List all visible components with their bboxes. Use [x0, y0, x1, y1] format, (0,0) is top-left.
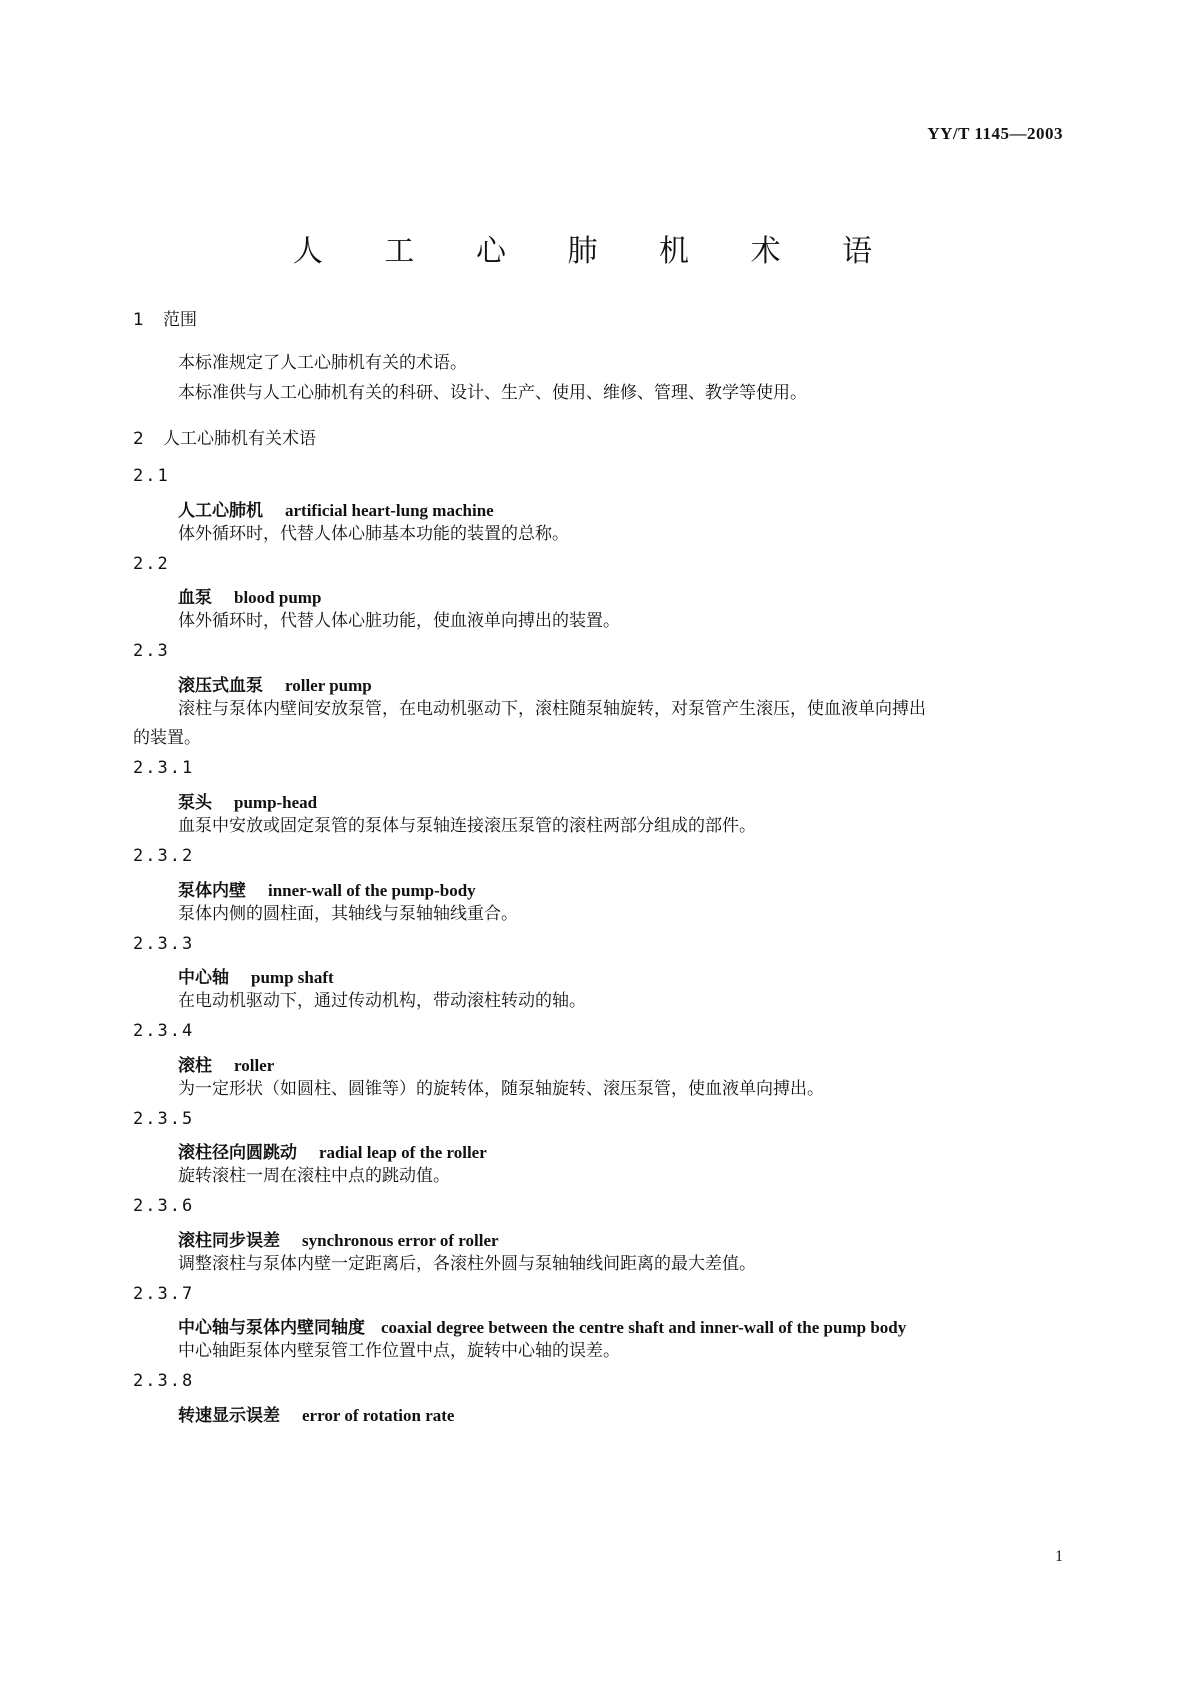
standard-number: YY/T 1145—2003 — [927, 124, 1063, 143]
term-number: 2.2 — [133, 554, 170, 574]
section-number: 2 — [133, 429, 144, 449]
term-number: 2.3.1 — [133, 758, 195, 778]
term-zh: 滚压式血泵 — [178, 676, 263, 696]
term-zh: 血泵 — [178, 588, 212, 608]
term-heading — [178, 1051, 274, 1076]
term-zh: 中心轴 — [178, 968, 229, 988]
term-en: pump shaft — [251, 968, 334, 987]
term-heading — [178, 788, 317, 813]
term-number: 2.3.3 — [133, 934, 195, 954]
term-definition: 血泵中安放或固定泵管的泵体与泵轴连接滚压泵管的滚柱两部分组成的部件。 — [178, 816, 756, 836]
term-zh: 滚柱同步误差 — [178, 1231, 280, 1251]
term-en: radial leap of the roller — [319, 1143, 487, 1162]
term-zh: 转速显示误差 — [178, 1406, 280, 1426]
term-zh: 滚柱 — [178, 1056, 212, 1076]
term-definition-continued: 的装置。 — [133, 728, 201, 748]
term-definition: 泵体内侧的圆柱面，其轴线与泵轴轴线重合。 — [178, 904, 518, 924]
term-heading — [178, 963, 334, 988]
term-heading — [178, 1138, 487, 1163]
term-number: 2.3.6 — [133, 1196, 195, 1216]
term-en: coaxial degree between the centre shaft and inner-wall of the pump body — [381, 1318, 907, 1337]
section-title: 范围 — [163, 310, 197, 330]
term-number: 2.3.5 — [133, 1109, 195, 1129]
term-definition: 调整滚柱与泵体内壁一定距离后，各滚柱外圆与泵轴轴线间距离的最大差值。 — [178, 1254, 756, 1274]
term-heading — [178, 496, 494, 521]
term-definition: 体外循环时，代替人体心肺基本功能的装置的总称。 — [178, 524, 569, 544]
document-title: 人 工 心 肺 机 术 语 — [292, 234, 899, 269]
term-definition: 在电动机驱动下，通过传动机构，带动滚柱转动的轴。 — [178, 991, 586, 1011]
term-heading — [178, 876, 476, 901]
term-zh: 泵头 — [178, 793, 212, 813]
term-number: 2.3 — [133, 641, 170, 661]
term-definition: 中心轴距泵体内壁泵管工作位置中点，旋转中心轴的误差。 — [178, 1341, 620, 1361]
paragraph: 本标准规定了人工心肺机有关的术语。 — [178, 353, 467, 373]
section-heading — [133, 305, 197, 330]
term-definition: 为一定形状（如圆柱、圆锥等）的旋转体，随泵轴旋转、滚压泵管，使血液单向搏出。 — [178, 1079, 824, 1099]
term-number: 2.3.2 — [133, 846, 195, 866]
section-heading — [133, 424, 316, 449]
term-en: roller — [234, 1056, 275, 1075]
term-heading — [178, 583, 321, 608]
term-zh: 泵体内壁 — [178, 881, 246, 901]
term-en: synchronous error of roller — [302, 1231, 499, 1250]
term-en: blood pump — [234, 588, 322, 607]
term-heading — [178, 1313, 906, 1338]
page-number: 1 — [1055, 1548, 1063, 1565]
term-heading — [178, 1226, 499, 1251]
term-definition: 滚柱与泵体内壁间安放泵管，在电动机驱动下，滚柱随泵轴旋转，对泵管产生滚压，使血液单向搏出 — [178, 699, 926, 719]
term-definition: 体外循环时，代替人体心脏功能，使血液单向搏出的装置。 — [178, 611, 620, 631]
paragraph: 本标准供与人工心肺机有关的科研、设计、生产、使用、维修、管理、教学等使用。 — [178, 383, 807, 403]
term-en: error of rotation rate — [302, 1406, 455, 1425]
section-number: 1 — [133, 310, 144, 330]
term-number: 2.1 — [133, 466, 170, 486]
term-heading — [178, 1401, 454, 1426]
term-en: roller pump — [285, 676, 372, 695]
section-title: 人工心肺机有关术语 — [163, 429, 316, 449]
term-definition: 旋转滚柱一周在滚柱中点的跳动值。 — [178, 1166, 450, 1186]
term-number: 2.3.8 — [133, 1371, 195, 1391]
term-zh: 滚柱径向圆跳动 — [178, 1143, 297, 1163]
term-en: inner-wall of the pump-body — [268, 881, 476, 900]
term-zh: 人工心肺机 — [178, 501, 263, 521]
term-en: artificial heart-lung machine — [285, 501, 494, 520]
term-number: 2.3.7 — [133, 1284, 195, 1304]
term-en: pump-head — [234, 793, 318, 812]
term-zh: 中心轴与泵体内壁同轴度 — [178, 1318, 365, 1338]
term-number: 2.3.4 — [133, 1021, 195, 1041]
term-heading — [178, 671, 372, 696]
